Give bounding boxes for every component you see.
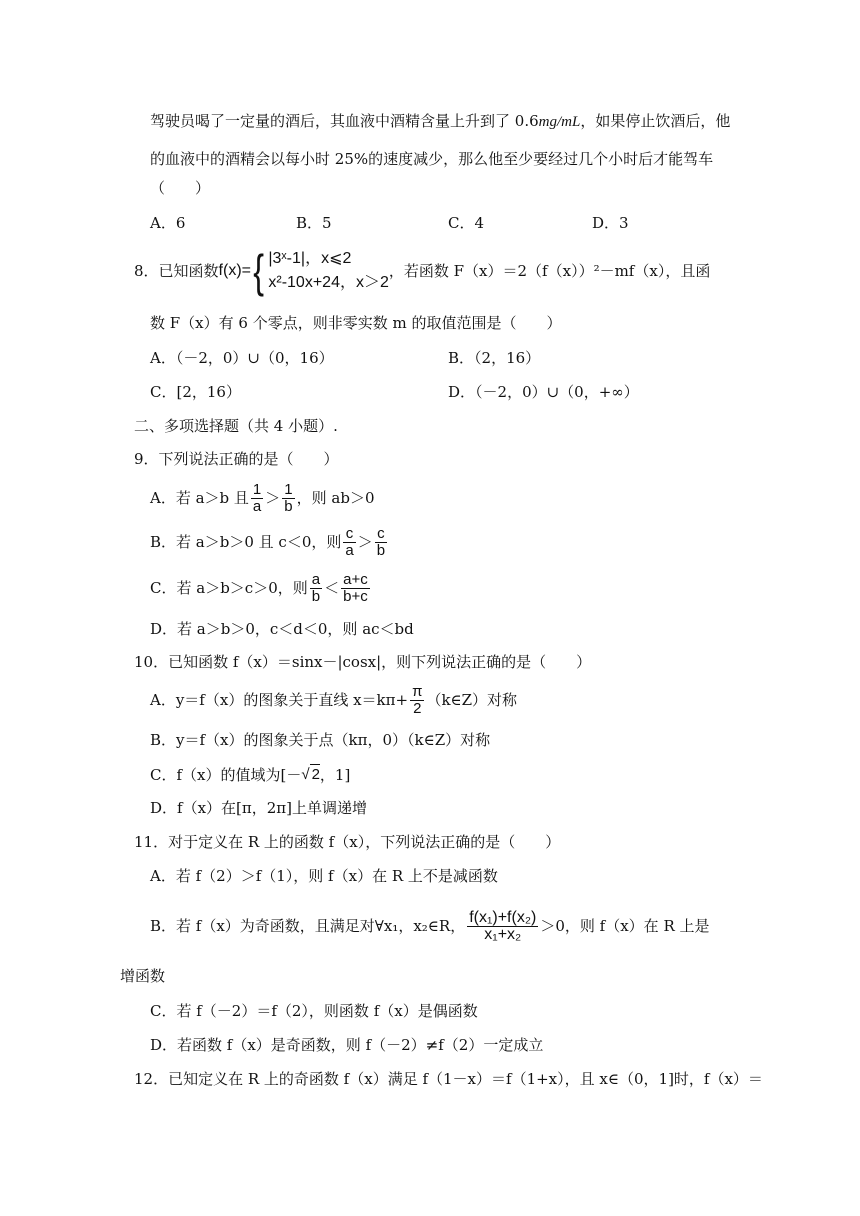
q9-a-frac-1 [251, 482, 263, 515]
section-heading: 二、多项选择题（共 4 小题）. [134, 417, 338, 435]
frac-numerator: π [412, 682, 423, 700]
sqrt-icon: √ [301, 765, 310, 783]
q8-stem [134, 246, 710, 296]
q10-a-frac [410, 684, 424, 717]
q9-stem: 9．下列说法正确的是（ ） [134, 450, 339, 468]
q8-case-1: |3ˣ-1|，x⩽2 [268, 250, 352, 267]
q8-tail: ，若函数 F（x）＝2（f（x））²－mf（x），且函 [388, 262, 711, 280]
frac-denominator: b [284, 497, 293, 515]
q7-line2: 的血液中的酒精会以每小时 25%的速度减少，那么他至少要经过几个小时后才能驾车 [150, 150, 714, 168]
frac-numerator: c [343, 526, 355, 543]
q9-a-gt: ＞ [265, 489, 281, 507]
q9-a-post: ，则 ab＞0 [296, 489, 375, 507]
frac-numerator: 1 [284, 480, 293, 498]
q11-option-c: C．若 f（－2）＝f（2），则函数 f（x）是偶函数 [150, 1002, 478, 1020]
frac-numerator: a+c [343, 570, 368, 588]
q10-option-b: B．y＝f（x）的图象关于点（kπ，0）（k∈Z）对称 [150, 731, 491, 749]
q9-c-text: C．若 a＞b＞c＞0，则 [150, 579, 308, 597]
q7-text: 驾驶员喝了一定量的酒后，其血液中酒精含量上升到了 0.6 [150, 112, 539, 130]
q9-option-b [150, 522, 389, 562]
q7-paren: （ ） [150, 179, 211, 197]
q7-option-c: C．4 [448, 214, 485, 232]
q11-b-post: ＞0，则 f（x）在 R 上是 [540, 917, 710, 935]
q10-c-sqrt: 2 [311, 766, 320, 783]
frac-denominator: a [345, 541, 354, 559]
q8-option-a: A．（－2，0）∪（0，16） [150, 349, 334, 367]
q8-function-name: f(x)= [218, 262, 251, 279]
frac-denominator: b [311, 587, 321, 605]
q7-line1 [150, 111, 730, 132]
q11-option-a: A．若 f（2）＞f（1），则 f（x）在 R 上不是减函数 [150, 867, 498, 885]
q9-c-frac-1 [310, 572, 322, 605]
q10-c-post: ，1] [319, 765, 351, 784]
brace-icon: { [253, 245, 265, 297]
q8-lead: 8．已知函数 [134, 262, 219, 280]
q7-unit: mg/mL [538, 114, 581, 130]
q7-option-d: D．3 [592, 214, 629, 232]
q9-c-frac-2 [341, 572, 370, 605]
frac-denominator: b [376, 541, 386, 559]
q11-option-b [150, 902, 710, 950]
q10-c-text: C．f（x）的值域为[－ [150, 765, 302, 784]
q9-b-frac-2 [375, 526, 387, 559]
q9-b-gt: ＞ [357, 533, 373, 551]
q7-option-b: B．5 [296, 214, 332, 232]
q8-line2: 数 F（x）有 6 个零点，则非零实数 m 的取值范围是（ ） [150, 314, 562, 332]
frac-denominator: x₁+x₂ [484, 925, 522, 943]
q8-cases [268, 247, 389, 295]
q11-stem: 11．对于定义在 R 上的函数 f（x），下列说法正确的是（ ） [134, 833, 561, 851]
q9-b-text: B．若 a＞b＞0 且 c＜0，则 [150, 533, 342, 551]
q8-option-c: C．[2，16） [150, 383, 241, 401]
frac-denominator: b+c [343, 587, 368, 605]
q10-a-text: A．y＝f（x）的图象关于直线 x＝kπ+ [150, 691, 409, 709]
q10-stem: 10．已知函数 f（x）＝sinx－|cosx|，则下列说法正确的是（ ） [134, 653, 592, 671]
q9-a-frac-2 [282, 482, 294, 515]
frac-numerator: a [311, 570, 321, 588]
frac-numerator: 1 [252, 480, 262, 498]
q12-stem: 12．已知定义在 R 上的奇函数 f（x）满足 f（1－x）＝f（1+x），且 x∈（0，1]时，f（x）＝ [134, 1070, 763, 1088]
q9-c-lt: ＜ [324, 579, 340, 597]
q9-option-a [150, 478, 374, 518]
q11-b-frac [467, 910, 538, 943]
q10-option-c [150, 764, 350, 785]
frac-denominator: 2 [413, 699, 422, 717]
q8-option-d: D．（－2，0）∪（0，+∞） [448, 383, 639, 401]
q11-b-text: B．若 f（x）为奇函数，且满足对∀x₁，x₂∈R， [150, 917, 466, 935]
q8-option-b: B．（2，16） [448, 349, 541, 367]
q7-option-a: A．6 [150, 214, 186, 232]
q10-option-a [150, 680, 517, 720]
frac-numerator: f(x₁)+f(x₂) [469, 908, 537, 926]
q10-a-post: （k∈Z）对称 [426, 691, 518, 709]
frac-numerator: c [375, 526, 387, 543]
q9-option-c [150, 568, 372, 608]
q9-option-d: D．若 a＞b＞0，c＜d＜0，则 ac＜bd [150, 620, 414, 638]
q8-piecewise [251, 247, 389, 295]
q7-text-b: ，如果停止饮酒后，他 [580, 112, 731, 130]
q11-option-d: D．若函数 f（x）是奇函数，则 f（－2）≠f（2）一定成立 [150, 1036, 544, 1054]
q9-b-frac-1 [343, 526, 355, 559]
q9-a-text: A．若 a＞b 且 [150, 489, 249, 507]
frac-denominator: a [252, 497, 262, 515]
q8-case-2: x²-10x+24，x＞2 [268, 274, 389, 291]
q11-option-b-line2: 增函数 [120, 967, 166, 985]
q10-option-d: D．f（x）在[π，2π]上单调递增 [150, 799, 368, 817]
